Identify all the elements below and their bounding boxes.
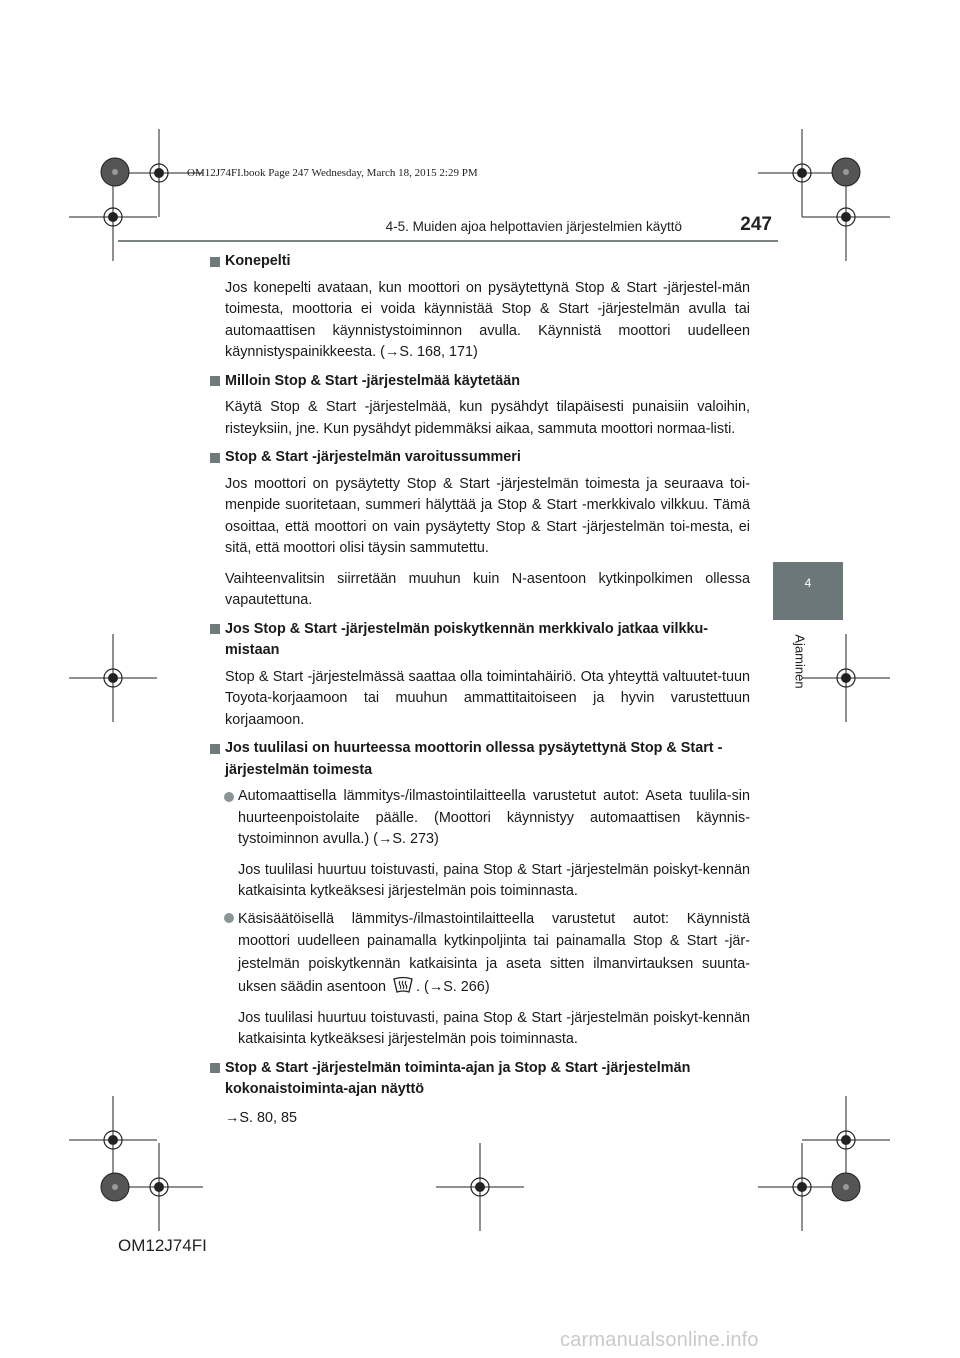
section-body: Stop & Start -järjestelmässä saattaa olla toimintahäiriö. Ota yhteyttä valtuutet-tuun Toyota-korjaamoon tai muuhun ammattitaitoiseen ja hyvin varustettuun korjaamoon. [225, 668, 750, 728]
square-bullet-icon [210, 453, 220, 463]
list-item-note: Jos tuulilasi huurtuu toistuvasti, paina Stop & Start -järjestelmän poiskyt-kennän katkaisinta kytkeäksesi järjestelmän pois toiminnasta. [238, 861, 750, 899]
section-varoitussummeri [210, 447, 750, 612]
section-heading: Jos Stop & Start -järjestelmän poiskytkennän merkkivalo jatkaa vilkku-mistaan [225, 620, 709, 658]
round-bullet-icon [224, 792, 234, 802]
square-bullet-icon [210, 257, 220, 267]
section-heading: Stop & Start -järjestelmän varoitussummeri [225, 449, 521, 465]
square-bullet-icon [210, 376, 220, 386]
section-body: Jos moottori on pysäytetty Stop & Start -järjestelmän toimesta ja seuraava toi-menpide suoritetaan, summeri hälyttää ja Stop & Start -merkkivalo vilkkuu. Tämä osoittaa, että moottori on vain pysäytetty Stop & Start -järjestelmän toi-mesta, ei sitä, että moottori olisi täysin sammutettu. [225, 475, 750, 556]
section-heading: Stop & Start -järjestelmän toiminta-ajan ja Stop & Start -järjestelmän kokonaistoiminta-ajan näyttö [225, 1059, 691, 1097]
round-bullet-icon [224, 913, 234, 923]
section-konepelti [210, 251, 750, 364]
header-rule [118, 240, 778, 242]
section-heading: Konepelti [225, 253, 291, 269]
section-toiminta-aika [210, 1058, 750, 1130]
list-item-note: Jos tuulilasi huurtuu toistuvasti, paina Stop & Start -järjestelmän poiskyt-kennän katkaisinta kytkeäksesi järjestelmän pois toiminnasta. [238, 1009, 750, 1047]
sunburst-mark-bottom-left [101, 1173, 129, 1201]
chapter-tab [773, 562, 843, 620]
square-bullet-icon [210, 744, 220, 754]
footer-code: OM12J74FI [118, 1236, 207, 1255]
page-number: 247 [740, 214, 772, 235]
list-item: Automaattisella lämmitys-/ilmastointilaitteella varustetut autot: Aseta tuulila-sin huurteenpoistolaite päälle. (Moottori käynnistyy automaattisen käynnis-tystoiminnon avulla.) (→S. 273) [210, 786, 750, 851]
crosshair-mark-mid-left [69, 634, 157, 722]
sunburst-mark-bottom-right [832, 1173, 860, 1201]
crosshair-mark-bottom-center [436, 1143, 524, 1231]
square-bullet-icon [210, 1063, 220, 1073]
section-body-2: Vaihteenvalitsin siirretään muuhun kuin N-asentoon kytkinpolkimen ollessa vapautettuna. [225, 570, 750, 608]
windshield-defrost-icon [392, 975, 414, 995]
section-body: Jos konepelti avataan, kun moottori on pysäytettynä Stop & Start -järjestel-män toimesta, moottoria ei voida käynnistää Stop & Start -järjestelmän avulla tai automaattisen käynnistystoiminnon avulla. Käynnistä moottori uudelleen käynnistyspainikkeesta. (→S. 168, 171) [225, 279, 750, 360]
section-tuulilasi [210, 738, 750, 1051]
section-milloin [210, 371, 750, 441]
sunburst-mark-top-right [832, 158, 860, 186]
crosshair-mark-bottom-left [69, 1096, 157, 1184]
sunburst-mark-top-left [101, 158, 129, 186]
chapter-tab-label: Ajaminen [792, 634, 808, 689]
main-content [210, 251, 750, 1136]
square-bullet-icon [210, 624, 220, 634]
section-body: →S. 80, 85 [225, 1109, 297, 1126]
list-item: Käsisäätöisellä lämmitys-/ilmastointilaitteella varustetut autot: Käynnistä moottori uudelleen painamalla kytkinpoljinta tai painamalla Stop & Start -jär-jestelmän poiskytkennän katkaisinta ja aseta sitten ilmanvirtauksen suunta-uksen säädin asentoon . (→S. 266) [210, 908, 750, 999]
section-body: Käytä Stop & Start -järjestelmää, kun pysähdyt tilapäisesti punaisiin valoihin, risteyksiin, jne. Kun pysähdyt pidemmäksi aikaa, sammuta moottori normaa-listi. [225, 399, 750, 437]
book-info-line: OM12J74FI.book Page 247 Wednesday, March 18, 2015 2:29 PM [187, 167, 478, 179]
chapter-tab-number: 4 [804, 576, 812, 590]
crosshair-mark-bottom-right [802, 1096, 890, 1184]
section-heading: Jos tuulilasi on huurteessa moottorin ollessa pysäytettynä Stop & Start -järjestelmän toimesta [225, 740, 723, 778]
section-title: 4-5. Muiden ajoa helpottavien järjestelmien käyttö [385, 219, 682, 234]
crosshair-mark-mid-right [802, 634, 890, 722]
section-merkkivalo [210, 619, 750, 732]
section-heading: Milloin Stop & Start -järjestelmää käytetään [225, 372, 521, 389]
watermark: carmanualsonline.info [560, 1329, 759, 1351]
